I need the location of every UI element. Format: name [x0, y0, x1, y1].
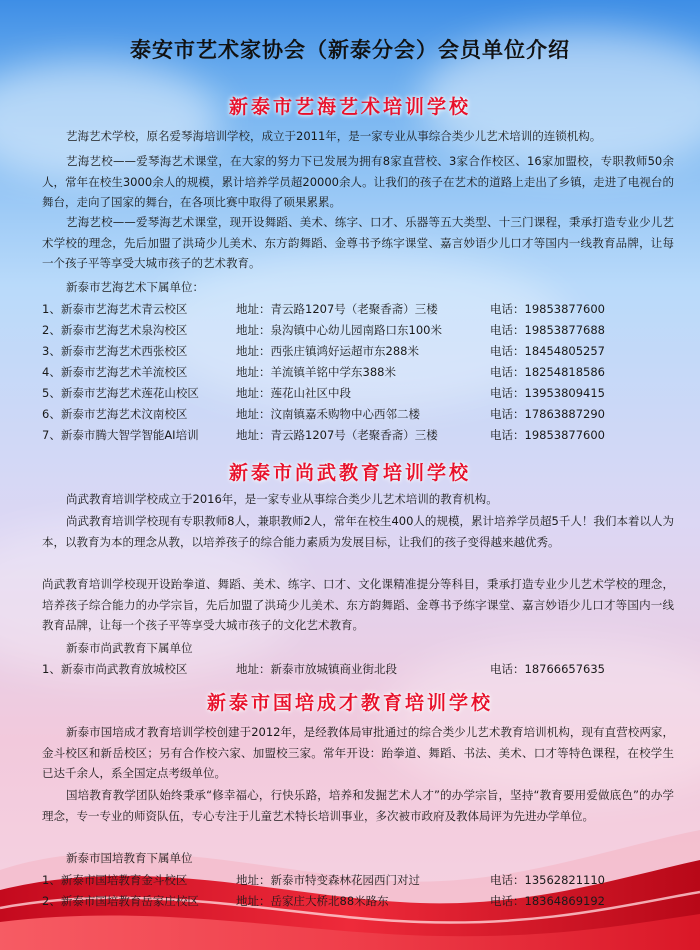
unit-name: 2、新泰市艺海艺术泉沟校区 — [42, 323, 188, 337]
unit-row — [42, 299, 682, 319]
unit-row — [42, 425, 682, 445]
unit-name: 5、新泰市艺海艺术莲花山校区 — [42, 386, 199, 400]
unit-phone: 电话：17863887290 — [490, 407, 605, 421]
unit-phone: 电话：19853877600 — [490, 302, 605, 316]
units-header: 新泰市尚武教育下属单位 — [66, 641, 193, 655]
unit-name: 3、新泰市艺海艺术西张校区 — [42, 344, 188, 358]
unit-address: 地址：青云路1207号（老聚香斋）三楼 — [236, 302, 438, 316]
unit-row — [42, 404, 682, 424]
unit-phone: 电话：18254818586 — [490, 365, 605, 379]
paragraph: 尚武教育培训学校现开设跆拳道、舞蹈、美术、练字、口才、文化课精准提分等科目，秉承打造专业少儿艺术学校的理念，培养孩子综合能力的办学宗旨，先后加盟了洪琦少儿美术、东方韵舞蹈、金尊书予练字课堂、嘉言妙语少儿口才等国内一线教育品牌，让每一个孩子平等享受大城市孩子的文化艺术教育。 — [42, 577, 674, 632]
paragraph: 尚武教育培训学校成立于2016年，是一家专业从事综合类少儿艺术培训的教育机构。 — [66, 492, 498, 506]
section-title-shangwu: 新泰市尚武教育培训学校 — [228, 462, 471, 484]
units-header: 新泰市艺海艺术下属单位： — [66, 280, 204, 294]
unit-row — [42, 341, 682, 361]
unit-address: 地址：羊流镇羊铭中学东388米 — [236, 365, 396, 379]
unit-phone: 电话：19853877600 — [490, 428, 605, 442]
unit-row — [42, 383, 682, 403]
unit-address: 地址：青云路1207号（老聚香斋）三楼 — [236, 428, 438, 442]
unit-phone: 电话：18364869192 — [490, 894, 605, 908]
paragraph: 新泰市国培成才教育培训学校创建于2012年，是经教体局审批通过的综合类少儿艺术教育培训机构，现有直营校两家，金斗校区和新岳校区；另有合作校六家、加盟校三家。常年开设：跆拳道、舞蹈、书法、美术、口才等特色课程，在校学生已达千余人，系全国定点考级单位。 — [42, 725, 674, 780]
unit-address: 地址：泉沟镇中心幼儿园南路口东100米 — [236, 323, 442, 337]
unit-address: 地址：汶南镇嘉禾购物中心西邻二楼 — [236, 407, 420, 421]
unit-name: 1、新泰市艺海艺术青云校区 — [42, 302, 188, 316]
paragraph: 艺海艺校——爱琴海艺术课堂，现开设舞蹈、美术、练字、口才、乐器等五大类型、十三门课程，秉承打造专业少儿艺术学校的理念，先后加盟了洪琦少儿美术、东方韵舞蹈、金尊书予练字课堂、嘉言妙语少儿口才等国内一线教育品牌，让每一个孩子平等享受大城市孩子的艺术教育。 — [42, 215, 674, 270]
units-header: 新泰市国培教育下属单位 — [66, 851, 193, 865]
unit-phone: 电话：13562821110 — [490, 873, 605, 887]
unit-phone: 电话：18766657635 — [490, 662, 605, 676]
section-title-guopei: 新泰市国培成才教育培训学校 — [206, 692, 493, 714]
unit-address: 地址：西张庄镇鸿好运超市东288米 — [236, 344, 419, 358]
paragraph: 尚武教育培训学校现有专职教师8人，兼职教师2人，常年在校生400人的规模，累计培养学员超5千人！我们本着以人为本，以教育为本的理念从教，以培养孩子的综合能力素质为发展目标，让我们的孩子变得越来越优秀。 — [42, 514, 674, 549]
paragraph: 艺海艺术学校，原名爱琴海培训学校，成立于2011年，是一家专业从事综合类少儿艺术培训的连锁机构。 — [66, 129, 602, 143]
unit-name: 4、新泰市艺海艺术羊流校区 — [42, 365, 188, 379]
unit-row — [42, 659, 682, 679]
unit-phone: 电话：18454805257 — [490, 344, 605, 358]
unit-address: 地址：莲花山社区中段 — [236, 386, 351, 400]
unit-row — [42, 870, 682, 890]
paragraph: 国培教育教学团队始终秉承“修幸福心，行快乐路，培养和发掘艺术人才”的办学宗旨，坚持“教育要用爱做底色”的办学理念，专一专业的师资队伍，专心专注于儿童艺术特长培训事业，多次被市政府及教体局评为先进办学单位。 — [42, 788, 674, 823]
unit-address: 地址：新泰市特变森林花园西门对过 — [236, 873, 420, 887]
unit-phone: 电话：13953809415 — [490, 386, 605, 400]
unit-row — [42, 362, 682, 382]
unit-name: 6、新泰市艺海艺术汶南校区 — [42, 407, 188, 421]
unit-name: 7、新泰市腾大智学智能AI培训 — [42, 428, 199, 442]
unit-row — [42, 891, 682, 911]
section-title-yihai: 新泰市艺海艺术培训学校 — [228, 96, 471, 118]
page-title: 泰安市艺术家协会（新泰分会）会员单位介绍 — [130, 38, 570, 62]
unit-row — [42, 320, 682, 340]
unit-phone: 电话：19853877688 — [490, 323, 605, 337]
unit-name: 1、新泰市国培教育金斗校区 — [42, 873, 188, 887]
unit-address: 地址：新泰市放城镇商业街北段 — [236, 662, 397, 676]
unit-name: 2、新泰市国培教育岳家庄校区 — [42, 894, 199, 908]
paragraph: 艺海艺校——爱琴海艺术课堂，在大家的努力下已发展为拥有8家直营校、3家合作校区、16家加盟校，专职教师50余人，常年在校生3000余人的规模，累计培养学员超20000余人。让我们的孩子在艺术的道路上走出了乡镇，走进了电视台的舞台，走向了国家的舞台，在各项比赛中取得了硕果累累。 — [42, 154, 674, 209]
unit-name: 1、新泰市尚武教育放城校区 — [42, 662, 188, 676]
unit-address: 地址：岳家庄大桥北88米路东 — [236, 894, 389, 908]
